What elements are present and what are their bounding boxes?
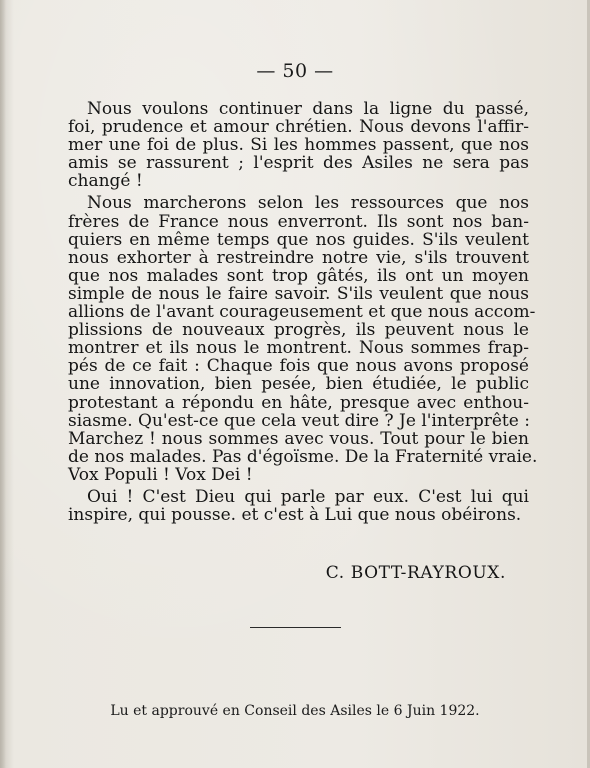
body-text	[68, 99, 538, 528]
text-line: Marchez ! nous sommes avec vous. Tout pour le bien	[68, 428, 529, 449]
text-line: changé !	[68, 171, 143, 192]
text-line: Oui ! C'est Dieu qui parle par eux. C'est lui qui	[87, 486, 529, 507]
approval-note: Lu et approuvé en Conseil des Asiles le 6 Juin 1922.	[110, 703, 480, 719]
text-line: une innovation, bien pesée, bien étudiée, le public	[68, 374, 529, 395]
text-line: siasme. Qu'est-ce que cela veut dire ? Je l'interprête :	[68, 410, 530, 431]
text-line: allions de l'avant courageusement et que nous accom-	[68, 302, 536, 323]
text-line: Nous voulons continuer dans la ligne du passé,	[87, 99, 529, 119]
text-line: amis se rassurent ; l'esprit des Asiles ne sera pas	[68, 153, 529, 174]
signature: C. BOTT-RAYROUX.	[325, 563, 506, 583]
paragraph-2	[68, 193, 538, 485]
text-line: quiers en même temps que nos guides. S'ils veulent	[68, 229, 529, 250]
text-line: nous exhorter à restreindre notre vie, s'ils trouvent	[68, 247, 529, 268]
text-line: pés de ce fait : Chaque fois que nous avons proposé	[68, 356, 529, 377]
page-number: — 50 —	[256, 60, 334, 82]
text-line: de nos malades. Pas d'égoïsme. De la Fraternité vraie.	[68, 446, 538, 467]
text-line: que nos malades sont trop gâtés, ils ont un moyen	[68, 265, 529, 286]
text-line: Vox Populi ! Vox Dei !	[68, 464, 253, 485]
text-line: simple de nous le faire savoir. S'ils veulent que nous	[68, 283, 529, 304]
text-line: Nous marcherons selon les ressources que nos	[87, 193, 529, 214]
text-line: foi, prudence et amour chrétien. Nous devons l'affir-	[68, 117, 529, 138]
text-line: inspire, qui pousse. et c'est à Lui que nous obéirons.	[68, 505, 522, 526]
text-line: montrer et ils nous le montrent. Nous sommes frap-	[68, 338, 529, 359]
paragraph-3	[68, 488, 529, 524]
page-gutter-shadow	[0, 0, 6, 768]
text-line: protestant a répondu en hâte, presque avec enthou-	[68, 392, 529, 413]
text-line: frères de France nous enverront. Ils sont nos ban-	[68, 211, 529, 232]
section-divider	[250, 627, 341, 628]
text-line: plissions de nouveaux progrès, ils peuvent nous le	[68, 320, 529, 341]
text-line: mer une foi de plus. Si les hommes passent, que nos	[68, 135, 529, 156]
paragraph-1	[68, 100, 529, 190]
